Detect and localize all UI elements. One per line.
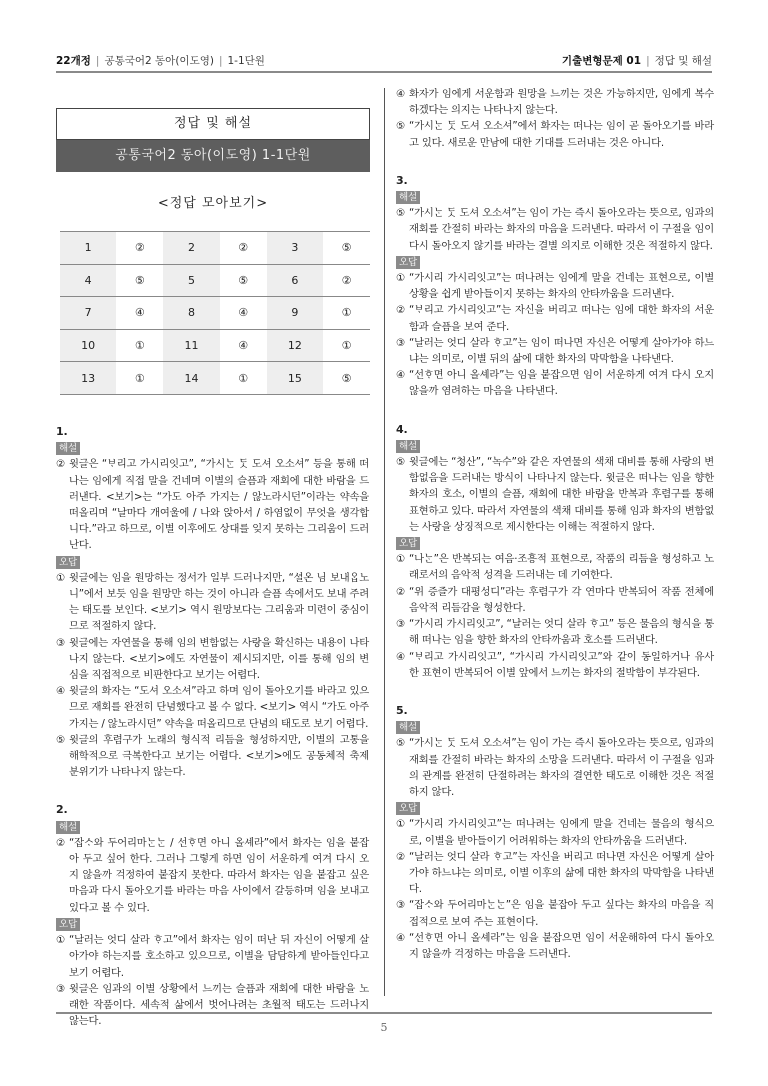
- answer-question-number: 2: [163, 232, 219, 265]
- answer-choice: ⑤: [220, 264, 267, 297]
- answer-question-number: 15: [267, 362, 323, 395]
- explanation-text: “ᄇᆞ리고 가시리잇고”는 자신을 버리고 떠나는 임에 대한 화자의 서운함과 슬픔을 보여 준다.: [409, 304, 714, 333]
- explanation-item: [396, 367, 714, 399]
- explanation-text: “날러는 엇디 살라 ᄒᆞ고”에서 화자는 임이 떠난 뒤 자신이 어떻게 살아가야 하는지를 호소하고 있으므로, 이별을 담담하게 받아들인다고 보기 어렵다.: [69, 934, 369, 979]
- answer-row: [60, 232, 370, 265]
- column-divider: [384, 88, 385, 996]
- wrong-answer-tag: 오답: [396, 256, 420, 269]
- page-number: 5: [380, 1021, 388, 1034]
- explanation-text: “가시ᄂᆞᆫ ᄃᆞᆺ 도셔 오소셔”는 임이 가는 즉시 돌아오라는 뜻으로, 임과의 재회를 간절히 바라는 화자의 소망을 드러낸다. 따라서 이 구절을 임과의 관계를 완전히 단절하려는 화자의 결연한 태도로 이해한 것은 적절하지 않다.: [409, 737, 714, 798]
- explanation-text: 윗글은 “ᄇᆞ리고 가시리잇고”, “가시ᄂᆞᆫ ᄃᆞᆺ 도셔 오소셔” 등을 통해 떠나는 임에게 직접 말을 건네며 이별의 슬픔과 재회에 대한 바람을 드러낸다. <보기>는 “가도 아주 가지는 / 않노라시던”이라는 약속을 떠올리며 “날마다 개여울에 / 나와 앉아서 / 하염없이 무엇을 생각합니다.”라고 하므로, 이별 이후에도 상대를 잊지 못하는 그리움이 드러난다.: [69, 458, 369, 552]
- answer-choice: ②: [323, 264, 370, 297]
- right-column: [396, 86, 714, 962]
- header-unit: 1-1단원: [227, 55, 265, 67]
- explanation-item: [396, 616, 714, 648]
- answer-question-number: 6: [267, 264, 323, 297]
- explanation-text: 윗글에는 자연물을 통해 임의 변함없는 사랑을 확신하는 내용이 나타나지 않는다. <보기>에도 자연물이 제시되지만, 이를 통해 임의 변심을 직접적으로 비판한다고 보기는 어렵다.: [69, 636, 369, 682]
- choice-marker: ⑤: [396, 207, 406, 220]
- header-section: 정답 및 해설: [654, 55, 712, 67]
- wrong-answer-tag: 오답: [396, 537, 420, 550]
- explanation-item: [56, 732, 369, 781]
- answer-row: [60, 297, 370, 330]
- explanation-text: “위 증즐가 대평성디”라는 후렴구가 각 연마다 반복되어 작품 전체에 음악적 리듬감을 형성한다.: [409, 585, 714, 614]
- header-grade: 22개정: [56, 55, 91, 67]
- answer-choice: ②: [220, 232, 267, 265]
- choice-marker: ④: [56, 685, 66, 698]
- answer-question-number: 12: [267, 329, 323, 362]
- explanation-item: [396, 302, 714, 334]
- explanation-item: [396, 816, 714, 848]
- explanation-tag: 해설: [56, 821, 80, 834]
- choice-marker: ④: [396, 88, 406, 100]
- explanation-text: “가시리 가시리잇고”, “날러는 엇디 살라 ᄒᆞ고” 등은 물음의 형식을 통해 떠나는 임을 향한 화자의 안타까움과 호소를 드러낸다.: [409, 618, 714, 647]
- explanation-text: 윗글의 후렴구가 노래의 형식적 리듬을 형성하지만, 이별의 고통을 해학적으로 극복한다고 보기는 어렵다. <보기>에도 공동체적 축제 분위기가 나타나지 않는다.: [69, 733, 369, 779]
- answer-question-number: 14: [163, 362, 219, 395]
- explanation-text: “잡ᄉᆞ와 두어리마ᄂᆞᆫᄂᆞᆫ / 선ᄒᆞ면 아니 올셰라”에서 화자는 임을 붙잡아 두고 싶어 한다. 그러나 그렇게 하면 임이 서운하게 여겨 다시 오지 않을까 걱정하여 붙잡지 못한다. 따라서 화자는 임을 붙잡고 싶은 마음과 다시 돌아오기를 바라는 마음 사이에서 갈등하며 임을 보내고 있다고 볼 수 있다.: [69, 836, 369, 914]
- answer-question-number: 10: [60, 329, 116, 362]
- explanation-text: “선ᄒᆞ면 아니 올셰라”는 임을 붙잡으면 임이 서운하게 여겨 다시 오지 않을까 염려하는 마음을 나타낸다.: [409, 369, 714, 398]
- explanation-text: 윗글은 임과의 이별 상황에서 느끼는 슬픔과 재회에 대한 바람을 노래한 작품이다. 세속적 삶에서 벗어나려는 초월적 태도는 드러나지 않는다.: [69, 982, 369, 1028]
- question-number: 2.: [56, 803, 68, 817]
- header-textbook: 공통국어2 동아(이도영): [104, 55, 214, 67]
- answer-question-number: 11: [163, 329, 219, 362]
- choice-marker: ①: [56, 571, 66, 584]
- choice-marker: ④: [396, 369, 406, 382]
- choice-marker: ③: [396, 618, 406, 631]
- choice-marker: ②: [396, 850, 406, 863]
- choice-marker: ②: [56, 836, 66, 849]
- explanation-item: [396, 551, 714, 583]
- explanation-tag: 해설: [396, 440, 420, 453]
- answer-choice: ①: [323, 297, 370, 330]
- answer-choice: ①: [116, 362, 163, 395]
- choice-marker: ⑤: [56, 733, 66, 746]
- choice-marker: ①: [56, 934, 66, 947]
- choice-marker: ①: [396, 818, 406, 831]
- choice-marker: ③: [396, 899, 406, 912]
- explanation-item: [56, 635, 369, 684]
- answer-question-number: 7: [60, 297, 116, 330]
- header-set: 기출변형문제 01: [561, 55, 642, 67]
- explanation-tag: 해설: [56, 442, 80, 455]
- explanation-text: “날러는 엇디 살라 ᄒᆞ고”는 임이 떠나면 자신은 어떻게 살아가야 하느냐는 의미로, 이별 뒤의 삶에 대한 화자의 막막함을 나타낸다.: [409, 336, 714, 366]
- footer-divider: [56, 1012, 712, 1014]
- choice-marker: ⑤: [396, 120, 406, 133]
- choice-marker: ④: [396, 931, 406, 944]
- answer-row: [60, 329, 370, 362]
- answers-heading: <정답 모아보기>: [157, 196, 269, 211]
- header-left: 22개정 | 공통국어2 동아(이도영) | 1-1단원: [56, 55, 265, 67]
- explanation-item: [396, 86, 714, 118]
- wrong-answer-tag: 오답: [56, 918, 80, 931]
- choice-marker: ③: [56, 636, 66, 649]
- choice-marker: ③: [56, 982, 66, 995]
- explanation-item: [396, 735, 714, 800]
- explanation-text: “잡ᄉᆞ와 두어리마ᄂᆞᆫᄂᆞᆫ”은 임을 붙잡아 두고 싶다는 화자의 마음을 직접적으로 보여 주는 표현이다.: [409, 899, 714, 928]
- choice-marker: ②: [56, 458, 66, 471]
- explanation-item: [396, 849, 714, 898]
- explanation-text: “날러는 엇디 살라 ᄒᆞ고”는 자신을 버리고 떠나면 자신은 어떻게 살아가야 하느냐는 의미로, 이별 이후의 삶에 대한 화자의 막막함을 나타낸다.: [409, 850, 714, 896]
- explanation-text: 윗글에는 “청산”, “녹수”와 같은 자연물의 색채 대비를 통해 사랑의 변함없음을 드러내는 방식이 나타나지 않는다. 윗글은 떠나는 임을 향한 화자의 호소, 이별의 슬픔, 재회에 대한 바람을 반복과 후렴구를 통해 표현하고 있다. 따라서 자연물의 색채 대비를 통해 임과 화자의 변함없는 사랑을 상징적으로 제시한다는 이해는 적절하지 않다.: [409, 456, 714, 533]
- choice-marker: ①: [396, 272, 406, 285]
- answer-row: [60, 264, 370, 297]
- explanation-text: “가시리 가시리잇고”는 떠나려는 임에게 말을 건네는 표현으로, 이별 상황을 쉽게 받아들이지 못하는 화자의 안타까움을 드러낸다.: [409, 272, 714, 301]
- explanation-text: 화자가 임에게 서운함과 원망을 느끼는 것은 가능하지만, 임에게 복수하겠다는 의지는 나타나지 않는다.: [409, 88, 714, 117]
- header-divider: [56, 71, 712, 73]
- choice-marker: ④: [396, 650, 406, 663]
- explanation-text: 윗글에는 임을 원망하는 정서가 일부 드러나지만, “셜온 님 보내ᄋᆞᆸ노니”에서 보듯 임을 원망만 하는 것이 아니라 슬픔 속에서도 보내 주려는 태도를 보인다. <보기> 역시 원망보다는 그리움과 미련이 중심이므로 적절하지 않다.: [69, 571, 369, 633]
- explanation-item: [396, 335, 714, 367]
- explanation-tag: 해설: [396, 721, 420, 734]
- answer-question-number: 8: [163, 297, 219, 330]
- explanation-item: [396, 118, 714, 150]
- explanation-item: [56, 683, 369, 732]
- answer-choice: ④: [220, 297, 267, 330]
- wrong-answer-tag: 오답: [56, 556, 80, 569]
- answer-choice: ④: [116, 297, 163, 330]
- explanation-item: [396, 897, 714, 929]
- answer-choice: ①: [220, 362, 267, 395]
- explanation-text: “ᄇᆞ리고 가시리잇고”, “가시리 가시리잇고”와 같이 동일하거나 유사한 표현이 반복되어 이별 앞에서 느끼는 화자의 절박함이 부각된다.: [409, 650, 714, 679]
- explanation-text: “가시ᄂᆞᆫ ᄃᆞᆺ 도셔 오소셔”는 임이 가는 즉시 돌아오라는 뜻으로, 임과의 재회를 간절히 바라는 화자의 마음을 드러낸다. 따라서 이 구절을 임이 다시 돌아오지 않기를 바라는 결별 의지로 이해한 것은 적절하지 않다.: [409, 207, 714, 252]
- choice-marker: ②: [396, 585, 406, 598]
- question-number: 5.: [396, 703, 408, 717]
- explanation-item: [56, 932, 369, 981]
- answer-choice: ①: [323, 329, 370, 362]
- answer-choice: ②: [116, 232, 163, 265]
- explanation-item: [56, 456, 369, 553]
- answer-choice: ⑤: [116, 264, 163, 297]
- answer-choice: ④: [220, 329, 267, 362]
- explanation-item: [396, 649, 714, 681]
- answer-question-number: 9: [267, 297, 323, 330]
- page-header: [56, 50, 712, 70]
- header-right: 기출변형문제 01 | 정답 및 해설: [561, 55, 712, 67]
- explanation-item: [396, 454, 714, 535]
- explanation-text: 윗글의 화자는 “도셔 오소셔”라고 하며 임이 돌아오기를 바라고 있으므로 재회를 완전히 단념했다고 볼 수 없다. <보기> 역시 “가도 아주 가지는 / 않노라시던” 약속을 떠올리므로 단념의 태도로 보기 어렵다.: [69, 685, 369, 730]
- explanation-item: [56, 835, 369, 916]
- choice-marker: ③: [396, 336, 406, 349]
- explanation-item: [56, 570, 369, 635]
- page-subtitle: 공통국어2 동아(이도영) 1-1단원: [56, 140, 370, 172]
- wrong-answer-tag: 오답: [396, 802, 420, 815]
- explanation-item: [396, 205, 714, 254]
- left-column: [56, 416, 369, 1029]
- explanation-text: “나ᄂᆞᆫ”은 반복되는 여음·조흥적 표현으로, 작품의 리듬을 형성하고 노래로서의 음악적 성격을 드러내는 데 기여한다.: [409, 553, 714, 582]
- answer-question-number: 3: [267, 232, 323, 265]
- explanation-text: “가시ᄂᆞᆫ ᄃᆞᆺ 도셔 오소셔”에서 화자는 떠나는 임이 곧 돌아오기를 바라고 있다. 새로운 만남에 대한 기대를 드러내는 것은 아니다.: [409, 120, 714, 149]
- answer-question-number: 13: [60, 362, 116, 395]
- choice-marker: ①: [396, 553, 406, 566]
- answer-choice: ⑤: [323, 232, 370, 265]
- question-number: 1.: [56, 425, 68, 438]
- choice-marker: ⑤: [396, 456, 406, 469]
- answer-question-number: 5: [163, 264, 219, 297]
- question-number: 3.: [396, 173, 408, 187]
- answer-question-number: 1: [60, 232, 116, 265]
- explanation-text: “선ᄒᆞ면 아니 올셰라”는 임을 붙잡으면 임이 서운해하여 다시 돌아오지 않을까 걱정하는 마음을 드러낸다.: [409, 931, 714, 960]
- answer-question-number: 4: [60, 264, 116, 297]
- page-title: 정답 및 해설: [56, 108, 370, 140]
- explanation-item: [396, 584, 714, 616]
- answer-choice: ①: [116, 329, 163, 362]
- explanation-item: [396, 930, 714, 962]
- choice-marker: ②: [396, 304, 406, 317]
- explanation-item: [396, 270, 714, 302]
- choice-marker: ⑤: [396, 737, 406, 750]
- answer-choice: ⑤: [323, 362, 370, 395]
- answer-row: [60, 362, 370, 395]
- question-number: 4.: [396, 422, 408, 436]
- explanation-tag: 해설: [396, 191, 420, 204]
- explanation-text: “가시리 가시리잇고”는 떠나려는 임에게 말을 건네는 물음의 형식으로, 이별을 받아들이기 어려워하는 화자의 안타까움을 드러낸다.: [409, 818, 714, 847]
- answer-table: [60, 231, 370, 395]
